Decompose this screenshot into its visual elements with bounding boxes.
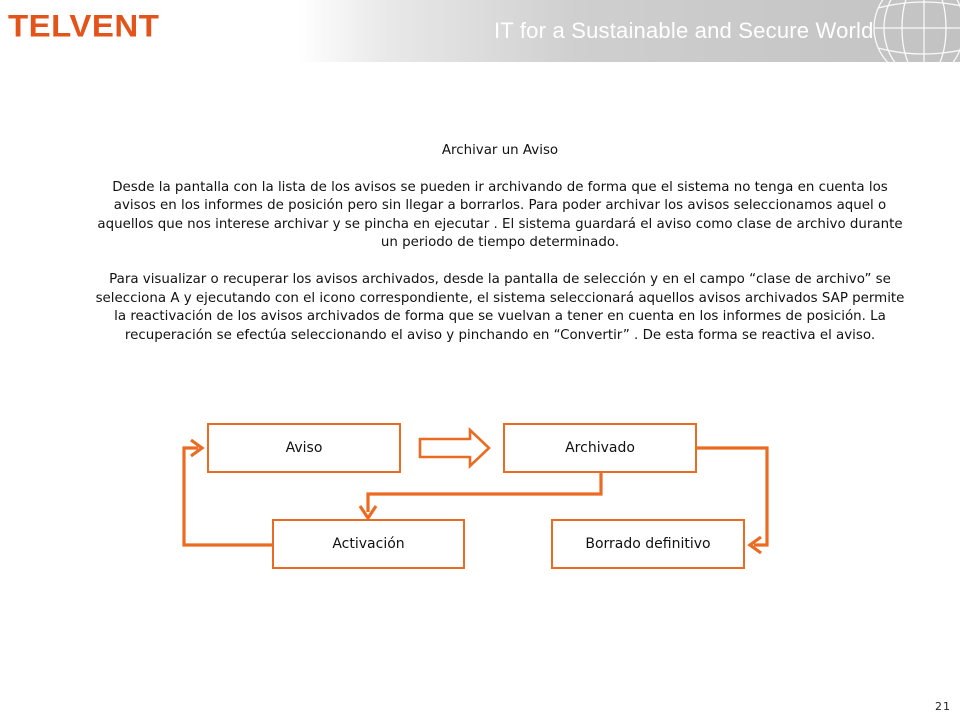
paragraph-recover: Para visualizar o recuperar los avisos archivados, desde la pantalla de selección y en el campo “clase de archivo” se selecciona A y ejecutando con el icono correspondiente, el sistema seleccionará aquellos avisos archivados SAP permite la reactivación de los avisos archivados de forma que se vuelvan a tener en cuenta en los informes de posición. La recuperación se efectúa seleccionando el aviso y pinchando en “Convertir” . De esta forma se reactiva el aviso. — [95, 271, 905, 343]
node-aviso: Aviso — [207, 423, 401, 473]
arrow-aviso-to-archivado — [420, 430, 489, 466]
page-number: 21 — [935, 700, 951, 713]
header-tagline: IT for a Sustainable and Secure World — [494, 18, 874, 43]
node-archivado: Archivado — [503, 423, 697, 473]
paragraph-archive: Desde la pantalla con la lista de los avisos se pueden ir archivando de forma que el sistema no tenga en cuenta los avisos en los informes de posición pero sin llegar a borrarlos. Para poder archivar los avisos seleccionamos aquel o aquellos que nos interese archivar y se pincha en ejecutar . El sistema guardará el aviso como clase de archivo durante un periodo de tiempo determinado. — [97, 179, 903, 251]
node-borrado: Borrado definitivo — [551, 519, 745, 569]
slide-title: Archivar un Aviso — [441, 143, 559, 158]
telvent-logo: TELVENT — [8, 8, 160, 44]
node-activacion: Activación — [272, 519, 465, 569]
arrow-archivado-to-activacion — [368, 472, 601, 512]
